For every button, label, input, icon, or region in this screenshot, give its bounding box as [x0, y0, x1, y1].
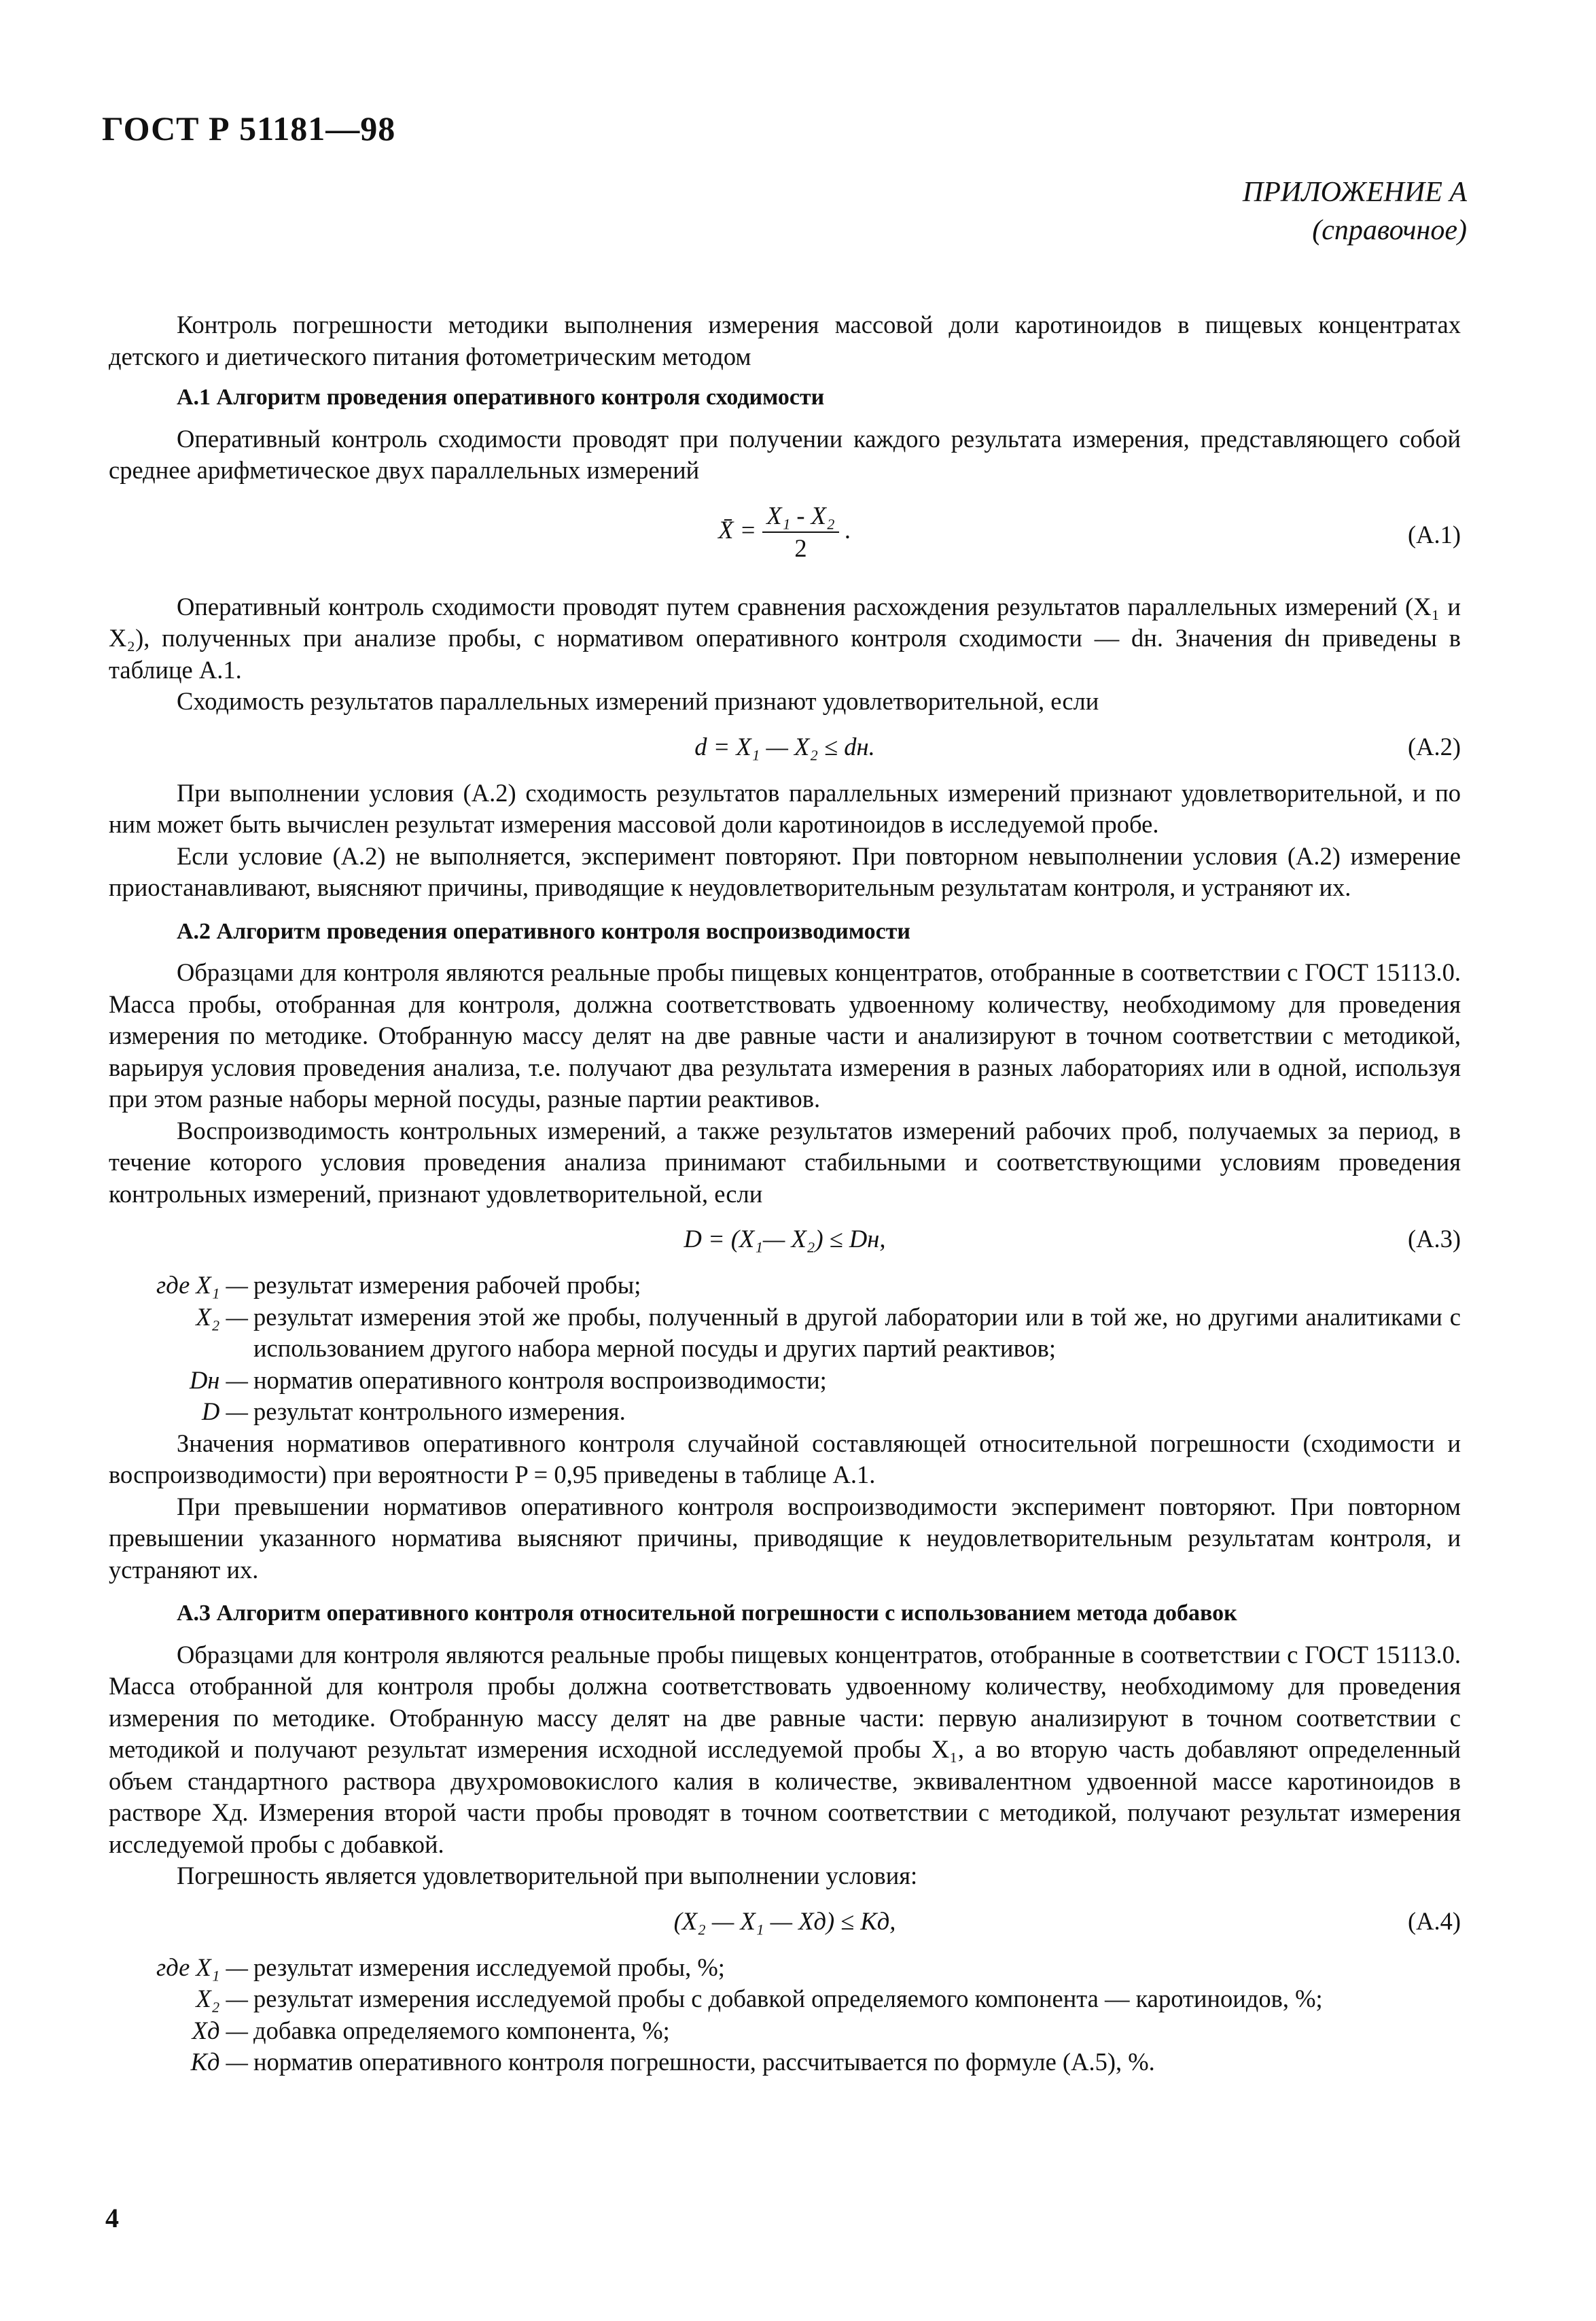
equation-text: (X₂ — X₁ — Xд) ≤ Kд,: [673, 1906, 896, 1935]
legend-row: [109, 1365, 1461, 1397]
paragraph: Оперативный контроль сходимости проводят при получении каждого результата измерения, представляющего собой среднее арифметическое двух параллельных измерений: [109, 424, 1461, 484]
symbol-legend: [109, 1270, 1461, 1428]
legend-row: [109, 1983, 1461, 2015]
equation-label: (А.4): [1407, 1906, 1461, 1935]
equation-label: (А.1): [1407, 520, 1461, 548]
legend-description: норматив оперативного контроля воспроизводимости;: [253, 1365, 827, 1394]
equation-text: d = X₁ — X₂ ≤ dн.: [694, 732, 875, 761]
legend-row: [109, 1952, 1461, 1984]
legend-symbol: где X₁ —: [156, 1271, 248, 1299]
equation-label: (А.3): [1407, 1225, 1461, 1253]
fraction-numerator: X₁ - X₂: [762, 500, 838, 534]
legend-row: [109, 1396, 1461, 1428]
appendix-title: ПРИЛОЖЕНИЕ А: [1242, 177, 1467, 208]
symbol-legend: [109, 1952, 1461, 2078]
paragraph: Если условие (А.2) не выполняется, эксперимент повторяют. При повторном невыполнении условия (А.2) измерение приостанавливают, выясняют причины, приводящие к неудовлетворительным результатам контроля, и устраняют их.: [109, 841, 1461, 901]
legend-symbol: Dн —: [189, 1365, 248, 1394]
appendix-heading: [1243, 173, 1467, 249]
paragraph: Образцами для контроля являются реальные пробы пищевых концентратов, отобранные в соответствии с ГОСТ 15113.0. Масса отобранной для контроля пробы должна соответствовать удвоенному количеству, необходимому для проведения измерения по методике. Отобранную массу делят на две равные части: первую анализируют в точном соответствии с методикой и получают результат измерения исходной исследуемой пробы X₁, а во вторую часть добавляют определенный объем стандартного раствора двухромовокислого калия в количестве, эквивалентном удвоенной массе каротиноидов в растворе Xд. Измерения второй части пробы проводят в точном соответствии с методикой, получают результат измерения исследуемой пробы с добавкой.: [109, 1640, 1461, 1858]
equation-text: D = (X₁— X₂) ≤ Dн,: [684, 1225, 886, 1253]
standard-number: ГОСТ Р 51181—98: [102, 109, 396, 147]
paragraph: Оперативный контроль сходимости проводят путем сравнения расхождения результатов параллельных измерений (X₁ и X₂), полученных при анализе пробы, с нормативом оперативного контроля сходимости — dн. Значения dн приведены в таблице А.1.: [109, 592, 1461, 684]
section-heading-a2: А.2 Алгоритм проведения оперативного контроля воспроизводимости: [177, 918, 910, 944]
legend-row: [109, 1270, 1461, 1302]
section-heading-a3: А.3 Алгоритм оперативного контроля относительной погрешности с использованием метода добавок: [177, 1601, 1237, 1626]
appendix-subtitle: (справочное): [1312, 215, 1467, 246]
paragraph: При превышении нормативов оперативного контроля воспроизводимости эксперимент повторяют. При повторном превышении указанного норматива выясняют причины, приводящие к неудовлетворительным результатам контроля, и устраняют их.: [109, 1492, 1461, 1584]
equation-tail: .: [845, 515, 851, 544]
paragraph: Погрешность является удовлетворительной при выполнении условия:: [177, 1862, 918, 1889]
paragraph: Образцами для контроля являются реальные пробы пищевых концентратов, отобранные в соответствии с ГОСТ 15113.0. Масса пробы, отобранная для контроля, должна соответствовать удвоенному количеству, необходимому для проведения измерения по методике. Отобранную массу делят на две равные части и анализируют в точном соответствии с методикой, варьируя условия проведения анализа, т.е. получают два результата измерения в разных лабораториях или в одной, используя при этом разные наборы мерной посуды, разные партии реактивов.: [109, 958, 1461, 1113]
legend-description: результат контрольного измерения.: [253, 1397, 626, 1425]
fraction-denominator: 2: [794, 534, 807, 562]
document-title: Контроль погрешности методики выполнения измерения массовой доли каротиноидов в пищевых концентратах детского и диетического питания фотометрическим методом: [109, 311, 1461, 370]
legend-description: результат измерения исследуемой пробы с добавкой определяемого компонента — каротиноидов, %;: [253, 1985, 1323, 2012]
equation-a2: [109, 731, 1461, 764]
legend-row: [109, 1302, 1461, 1365]
legend-description: добавка определяемого компонента, %;: [253, 2016, 670, 2044]
equation-lhs: X̄ =: [718, 515, 757, 544]
fraction: [762, 500, 838, 565]
legend-row: [109, 2046, 1461, 2078]
legend-symbol: Kд —: [190, 2048, 248, 2076]
page-number: 4: [105, 2203, 119, 2233]
legend-symbol: Xд —: [192, 2016, 248, 2044]
legend-description: результат измерения рабочей пробы;: [253, 1271, 641, 1299]
legend-symbol: где X₁ —: [156, 1953, 248, 1981]
legend-symbol: D —: [202, 1397, 248, 1425]
body-text: [109, 309, 1461, 2078]
legend-description: результат измерения исследуемой пробы, %;: [253, 1953, 725, 1981]
legend-description: результат измерения этой же пробы, полученный в другой лаборатории или в той же, но другими аналитиками с использованием другого набора мерной посуды и других партий реактивов;: [253, 1302, 1461, 1362]
equation-a1: [109, 500, 1461, 575]
legend-symbol: X₂ —: [196, 1985, 248, 2012]
legend-row: [109, 2015, 1461, 2047]
legend-symbol: X₂ —: [196, 1302, 248, 1331]
paragraph: Воспроизводимость контрольных измерений, а также результатов измерений рабочих проб, получаемых за период, в течение которого условия проведения анализа принимают стабильными и соответствующими условиям проведения контрольных измерений, признают удовлетворительной, если: [109, 1116, 1461, 1208]
equation-a3: [109, 1223, 1461, 1256]
paragraph: При выполнении условия (А.2) сходимость результатов параллельных измерений признают удовлетворительной, и по ним может быть вычислен результат измерения массовой доли каротиноидов в исследуемой пробе.: [109, 778, 1461, 838]
legend-description: норматив оперативного контроля погрешности, рассчитывается по формуле (А.5), %.: [253, 2048, 1155, 2076]
equation-label: (А.2): [1407, 732, 1461, 761]
paragraph: Сходимость результатов параллельных измерений признают удовлетворительной, если: [177, 687, 1099, 715]
section-heading-a1: А.1 Алгоритм проведения оперативного контроля сходимости: [177, 385, 825, 410]
equation-a4: [109, 1906, 1461, 1938]
paragraph: Значения нормативов оперативного контроля случайной составляющей относительной погрешности (сходимости и воспроизводимости) при вероятности P = 0,95 приведены в таблице А.1.: [109, 1429, 1461, 1488]
